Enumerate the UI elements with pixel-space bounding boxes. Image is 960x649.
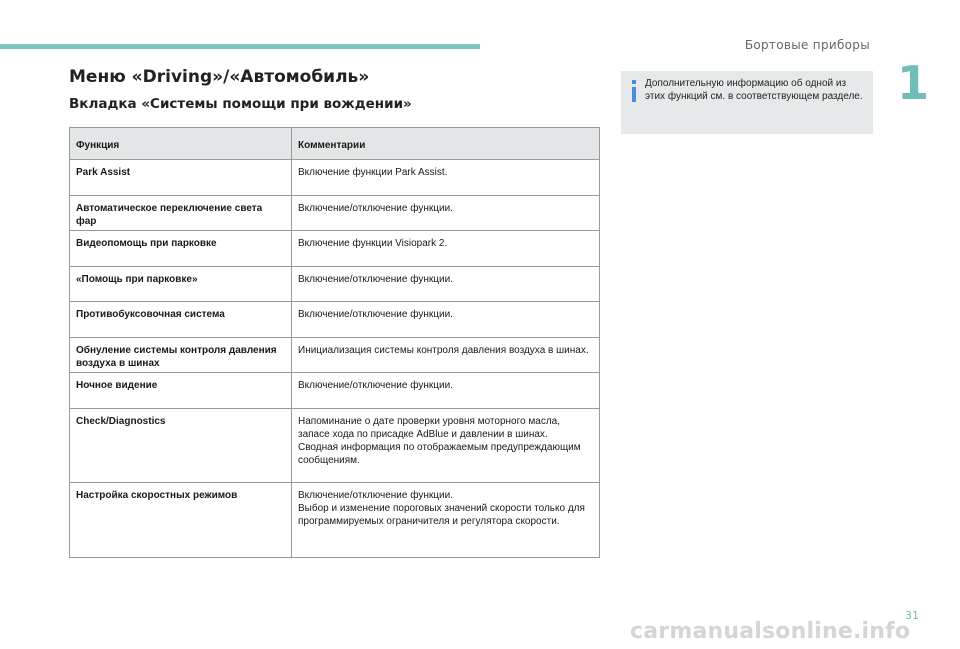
function-cell: Park Assist	[70, 160, 292, 196]
page-subtitle: Вкладка «Системы помощи при вождении»	[69, 96, 412, 112]
table-row	[70, 483, 600, 558]
info-icon	[629, 80, 639, 102]
comment-cell: Включение/отключение функции.	[292, 196, 600, 231]
top-accent-bar	[0, 44, 480, 49]
function-cell: Настройка скоростных режимов	[70, 483, 292, 558]
info-text: Дополнительную информацию об одной из этих функций см. в соответствующем разделе.	[645, 78, 863, 102]
function-cell: Check/Diagnostics	[70, 409, 292, 483]
table-row	[70, 231, 600, 267]
function-cell: Обнуление системы контроля давления воздуха в шинах	[70, 338, 292, 373]
functions-table	[69, 127, 600, 558]
table-header-row	[70, 128, 600, 160]
comment-cell: Включение/отключение функции.	[292, 302, 600, 338]
table-row	[70, 160, 600, 196]
comment-cell: Включение функции Park Assist.	[292, 160, 600, 196]
column-header-function: Функция	[70, 128, 292, 160]
table-row	[70, 196, 600, 231]
comment-cell: Напоминание о дате проверки уровня моторного масла, запасе хода по присадке AdBlue и давлении в шинах. Сводная информация по отображаемым предупреждающим сообщениям.	[292, 409, 600, 483]
table-row	[70, 267, 600, 302]
column-header-comments: Комментарии	[292, 128, 600, 160]
function-cell: «Помощь при парковке»	[70, 267, 292, 302]
comment-cell: Включение/отключение функции. Выбор и изменение пороговых значений скорости только для программируемых ограничителя и регулятора скорости.	[292, 483, 600, 558]
comment-cell: Включение/отключение функции.	[292, 267, 600, 302]
comment-cell: Включение функции Visiopark 2.	[292, 231, 600, 267]
page-title: Меню «Driving»/«Автомобиль»	[69, 67, 370, 87]
table-row	[70, 338, 600, 373]
comment-cell: Включение/отключение функции.	[292, 373, 600, 409]
chapter-number: 1	[897, 56, 930, 110]
function-cell: Ночное видение	[70, 373, 292, 409]
comment-cell: Инициализация системы контроля давления воздуха в шинах.	[292, 338, 600, 373]
section-header: Бортовые приборы	[744, 38, 870, 52]
table-row	[70, 409, 600, 483]
watermark: carmanualsonline.info	[630, 619, 911, 644]
info-box	[621, 71, 873, 134]
table-body	[70, 160, 600, 558]
function-cell: Противобуксовочная система	[70, 302, 292, 338]
table-row	[70, 373, 600, 409]
function-cell: Видеопомощь при парковке	[70, 231, 292, 267]
page-number: 31	[905, 609, 919, 622]
function-cell: Автоматическое переключение света фар	[70, 196, 292, 231]
table-row	[70, 302, 600, 338]
